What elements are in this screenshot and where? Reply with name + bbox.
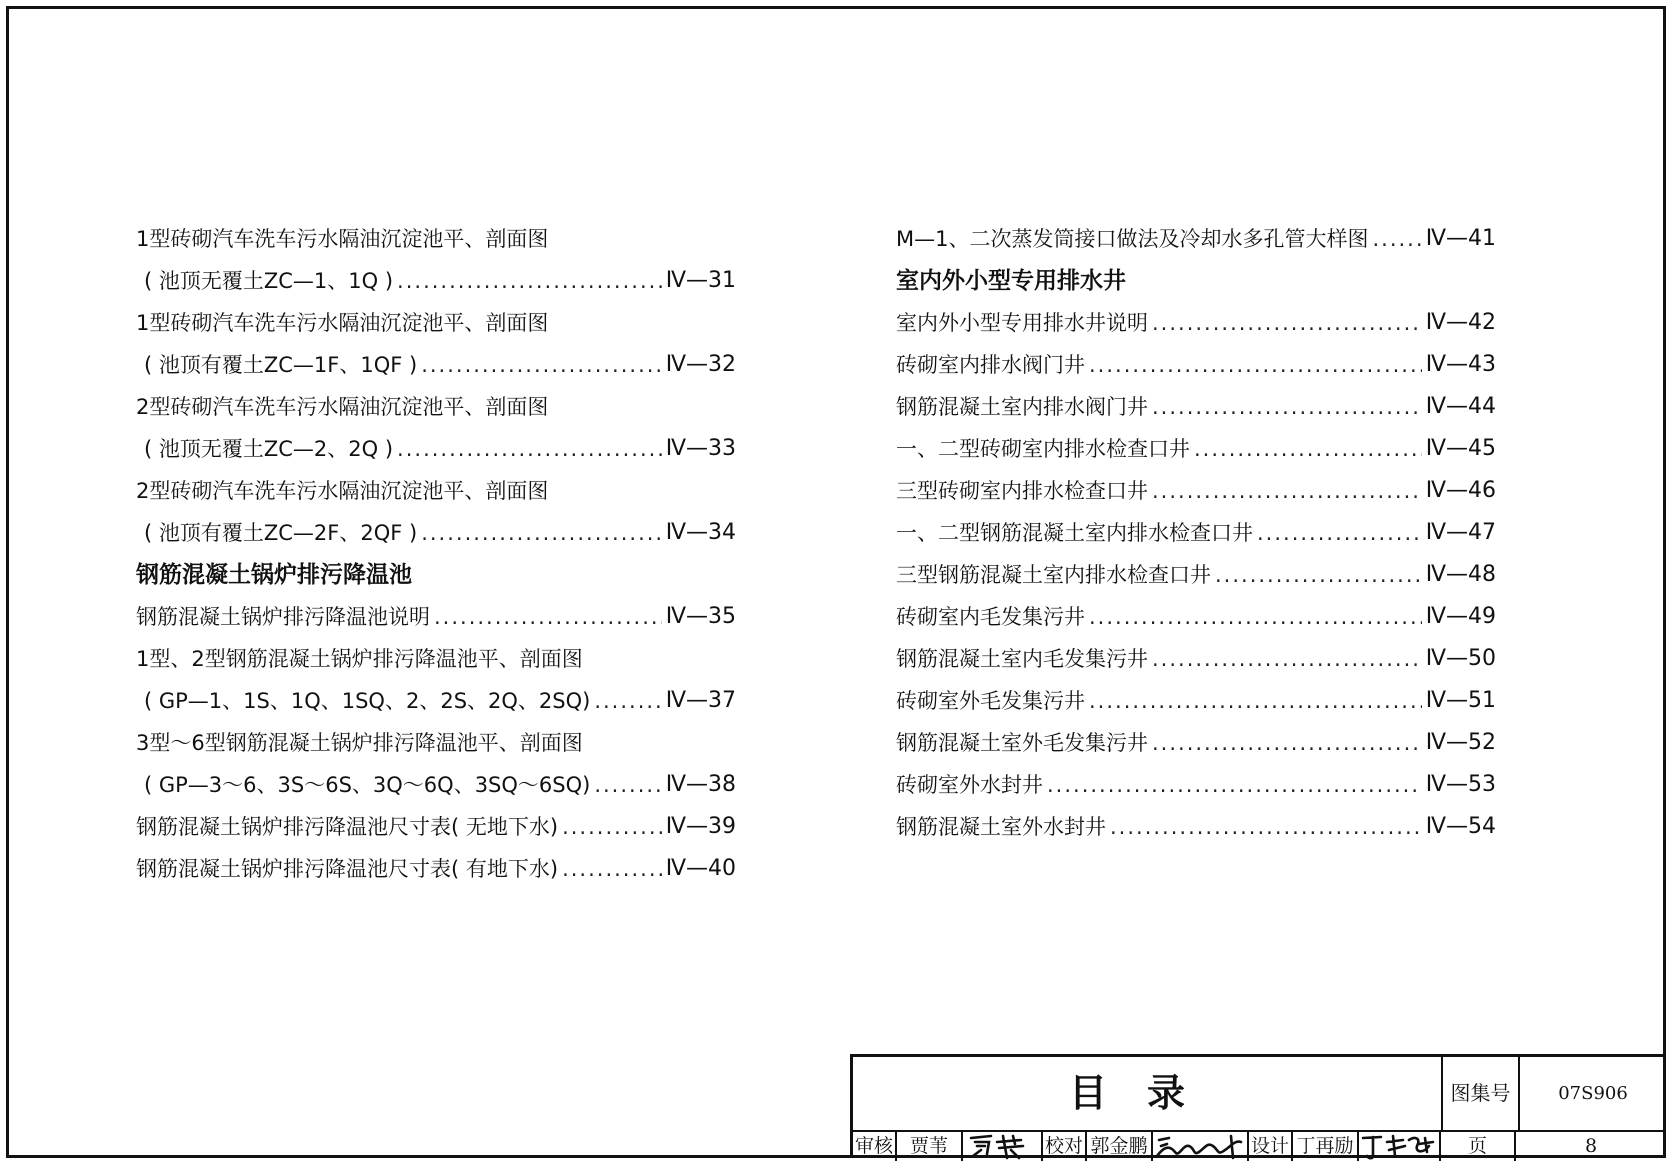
toc-section-heading bbox=[136, 554, 736, 596]
toc-entry-title: ( 池顶无覆土ZC—1、1Q ) bbox=[144, 269, 394, 293]
toc-entry bbox=[136, 596, 736, 638]
page-label: 页 bbox=[1441, 1132, 1516, 1161]
toc-entry-title: 3型～6型钢筋混凝土锅炉排污降温池平、剖面图 bbox=[136, 731, 583, 755]
designer-signature bbox=[1359, 1132, 1441, 1161]
toc-entry bbox=[896, 344, 1496, 386]
toc-entry-title: ( 池顶有覆土ZC—1F、1QF ) bbox=[144, 353, 418, 377]
toc-entry-title: 三型钢筋混凝土室内排水检查口井 bbox=[896, 563, 1211, 587]
toc-page-number: Ⅳ—37 bbox=[665, 688, 736, 713]
toc-page-number: Ⅳ—35 bbox=[665, 604, 736, 629]
toc-leader-dots bbox=[1194, 428, 1422, 470]
toc-page-number: Ⅳ—44 bbox=[1425, 394, 1496, 419]
review-label: 审核 bbox=[853, 1132, 897, 1161]
toc-entry bbox=[136, 764, 736, 806]
toc-entry bbox=[136, 428, 736, 470]
toc-page-number: Ⅳ—48 bbox=[1425, 562, 1496, 587]
toc-leader-dots bbox=[1152, 386, 1422, 428]
toc-leader-dots bbox=[1047, 764, 1422, 806]
designer-signature-mark bbox=[1359, 1132, 1439, 1161]
toc-leader-dots bbox=[1089, 596, 1422, 638]
toc-entry bbox=[896, 470, 1496, 512]
toc-page-number: Ⅳ—45 bbox=[1425, 436, 1496, 461]
toc-page-number: Ⅳ—53 bbox=[1425, 772, 1496, 797]
toc-entry bbox=[896, 680, 1496, 722]
toc-page-number: Ⅳ—33 bbox=[665, 436, 736, 461]
toc-page-number: Ⅳ—38 bbox=[665, 772, 736, 797]
toc-entry bbox=[896, 302, 1496, 344]
toc-entry-title: ( GP—3～6、3S～6S、3Q～6Q、3SQ～6SQ) bbox=[144, 773, 591, 797]
toc-entry bbox=[896, 806, 1496, 848]
toc-page-number: Ⅳ—31 bbox=[665, 268, 736, 293]
toc-entry bbox=[136, 344, 736, 386]
toc-entry-title: 2型砖砌汽车洗车污水隔油沉淀池平、剖面图 bbox=[136, 395, 549, 419]
toc-entry-title: ( GP—1、1S、1Q、1SQ、2、2S、2Q、2SQ) bbox=[144, 689, 591, 713]
toc-entry bbox=[896, 722, 1496, 764]
toc-page-number: Ⅳ—51 bbox=[1425, 688, 1496, 713]
toc-entry bbox=[896, 596, 1496, 638]
toc-page-number: Ⅳ—39 bbox=[665, 814, 736, 839]
toc-entry-title: 砖砌室内毛发集污井 bbox=[896, 605, 1085, 629]
toc-leader-dots bbox=[1110, 806, 1422, 848]
toc-page-number: Ⅳ—34 bbox=[665, 520, 736, 545]
toc-entry-title: 室内外小型专用排水井 bbox=[896, 268, 1126, 294]
toc-leader-dots bbox=[434, 596, 662, 638]
toc-entry-title: 室内外小型专用排水井说明 bbox=[896, 311, 1148, 335]
toc-entry-title: 1型砖砌汽车洗车污水隔油沉淀池平、剖面图 bbox=[136, 227, 549, 251]
toc-entry bbox=[136, 260, 736, 302]
toc-leader-dots bbox=[1152, 722, 1422, 764]
toc-page-number: Ⅳ—43 bbox=[1425, 352, 1496, 377]
checker-name: 郭金鹏 bbox=[1087, 1132, 1153, 1161]
toc-leader-dots bbox=[1257, 512, 1422, 554]
toc-section-heading bbox=[896, 260, 1496, 302]
design-label: 设计 bbox=[1249, 1132, 1293, 1161]
toc-entry-title: ( 池顶无覆土ZC—2、2Q ) bbox=[144, 437, 394, 461]
toc-leader-dots bbox=[397, 428, 662, 470]
reviewer-name: 贾苇 bbox=[897, 1132, 963, 1161]
page-number: 8 bbox=[1584, 1135, 1598, 1157]
title-block bbox=[850, 1054, 1666, 1158]
toc-entry-title: M—1、二次蒸发筒接口做法及冷却水多孔管大样图 bbox=[896, 227, 1369, 251]
toc-page-number: Ⅳ—47 bbox=[1425, 520, 1496, 545]
toc-entry bbox=[136, 386, 736, 428]
atlas-number: 07S906 bbox=[1558, 1083, 1628, 1104]
toc-entry-title: 一、二型钢筋混凝土室内排水检查口井 bbox=[896, 521, 1253, 545]
toc-entry bbox=[136, 848, 736, 890]
toc-entry-title: 1型、2型钢筋混凝土锅炉排污降温池平、剖面图 bbox=[136, 647, 583, 671]
atlas-number-label: 图集号 bbox=[1443, 1057, 1520, 1130]
toc-left-column bbox=[136, 218, 736, 890]
checker-signature-mark bbox=[1153, 1132, 1247, 1161]
toc-page-number: Ⅳ—46 bbox=[1425, 478, 1496, 503]
toc-entry-title: 1型砖砌汽车洗车污水隔油沉淀池平、剖面图 bbox=[136, 311, 549, 335]
toc-leader-dots bbox=[1215, 554, 1422, 596]
designer-name: 丁再励 bbox=[1293, 1132, 1359, 1161]
toc-entry bbox=[896, 386, 1496, 428]
toc-entry-title: 钢筋混凝土室内排水阀门井 bbox=[896, 395, 1148, 419]
toc-entry bbox=[136, 512, 736, 554]
toc-right-column bbox=[896, 218, 1496, 848]
toc-leader-dots bbox=[594, 680, 661, 722]
toc-page-number: Ⅳ—50 bbox=[1425, 646, 1496, 671]
toc-page-number: Ⅳ—32 bbox=[665, 352, 736, 377]
toc-entry bbox=[896, 218, 1496, 260]
toc-entry-title: ( 池顶有覆土ZC—2F、2QF ) bbox=[144, 521, 418, 545]
toc-entry bbox=[136, 638, 736, 680]
toc-entry bbox=[896, 764, 1496, 806]
toc-entry bbox=[136, 680, 736, 722]
title-block-top-row bbox=[853, 1057, 1666, 1132]
toc-page-number: Ⅳ—42 bbox=[1425, 310, 1496, 335]
toc-entry-title: 三型砖砌室内排水检查口井 bbox=[896, 479, 1148, 503]
toc-entry-title: 2型砖砌汽车洗车污水隔油沉淀池平、剖面图 bbox=[136, 479, 549, 503]
toc-entry-title: 钢筋混凝土锅炉排污降温池 bbox=[136, 562, 412, 588]
toc-entry bbox=[136, 302, 736, 344]
check-label: 校对 bbox=[1043, 1132, 1087, 1161]
toc-page-number: Ⅳ—54 bbox=[1425, 814, 1496, 839]
toc-leader-dots bbox=[421, 344, 662, 386]
reviewer-signature bbox=[963, 1132, 1043, 1161]
toc-page-number: Ⅳ—40 bbox=[665, 856, 736, 881]
checker-signature bbox=[1153, 1132, 1249, 1161]
toc-entry-title: 钢筋混凝土锅炉排污降温池尺寸表( 无地下水) bbox=[136, 815, 559, 839]
toc-entry bbox=[896, 428, 1496, 470]
toc-leader-dots bbox=[1152, 638, 1422, 680]
toc-entry-title: 钢筋混凝土室外毛发集污井 bbox=[896, 731, 1148, 755]
toc-leader-dots bbox=[1089, 344, 1422, 386]
toc-entry-title: 钢筋混凝土锅炉排污降温池尺寸表( 有地下水) bbox=[136, 857, 559, 881]
toc-entry-title: 砖砌室内排水阀门井 bbox=[896, 353, 1085, 377]
toc-page-number: Ⅳ—49 bbox=[1425, 604, 1496, 629]
toc-page-number: Ⅳ—41 bbox=[1425, 226, 1496, 251]
toc-entry-title: 一、二型砖砌室内排水检查口井 bbox=[896, 437, 1190, 461]
toc-leader-dots bbox=[1089, 680, 1422, 722]
toc-entry bbox=[136, 470, 736, 512]
page-title: 目录 bbox=[853, 1057, 1443, 1130]
toc-entry bbox=[136, 806, 736, 848]
toc-page-number: Ⅳ—52 bbox=[1425, 730, 1496, 755]
toc-leader-dots bbox=[594, 764, 661, 806]
toc-entry bbox=[896, 638, 1496, 680]
toc-entry bbox=[896, 554, 1496, 596]
toc-entry-title: 钢筋混凝土室内毛发集污井 bbox=[896, 647, 1148, 671]
toc-leader-dots bbox=[1152, 302, 1422, 344]
toc-leader-dots bbox=[562, 848, 662, 890]
toc-entry-title: 砖砌室外毛发集污井 bbox=[896, 689, 1085, 713]
toc-leader-dots bbox=[397, 260, 662, 302]
toc-leader-dots bbox=[562, 806, 662, 848]
reviewer-signature-mark bbox=[963, 1132, 1041, 1161]
toc-entry-title: 钢筋混凝土锅炉排污降温池说明 bbox=[136, 605, 430, 629]
toc-entry-title: 砖砌室外水封井 bbox=[896, 773, 1043, 797]
toc-entry bbox=[136, 722, 736, 764]
toc-leader-dots bbox=[1152, 470, 1422, 512]
toc-leader-dots bbox=[421, 512, 662, 554]
toc-leader-dots bbox=[1372, 218, 1421, 260]
toc-entry bbox=[136, 218, 736, 260]
title-block-signature-row bbox=[853, 1132, 1666, 1161]
toc-entry-title: 钢筋混凝土室外水封井 bbox=[896, 815, 1106, 839]
toc-entry bbox=[896, 512, 1496, 554]
